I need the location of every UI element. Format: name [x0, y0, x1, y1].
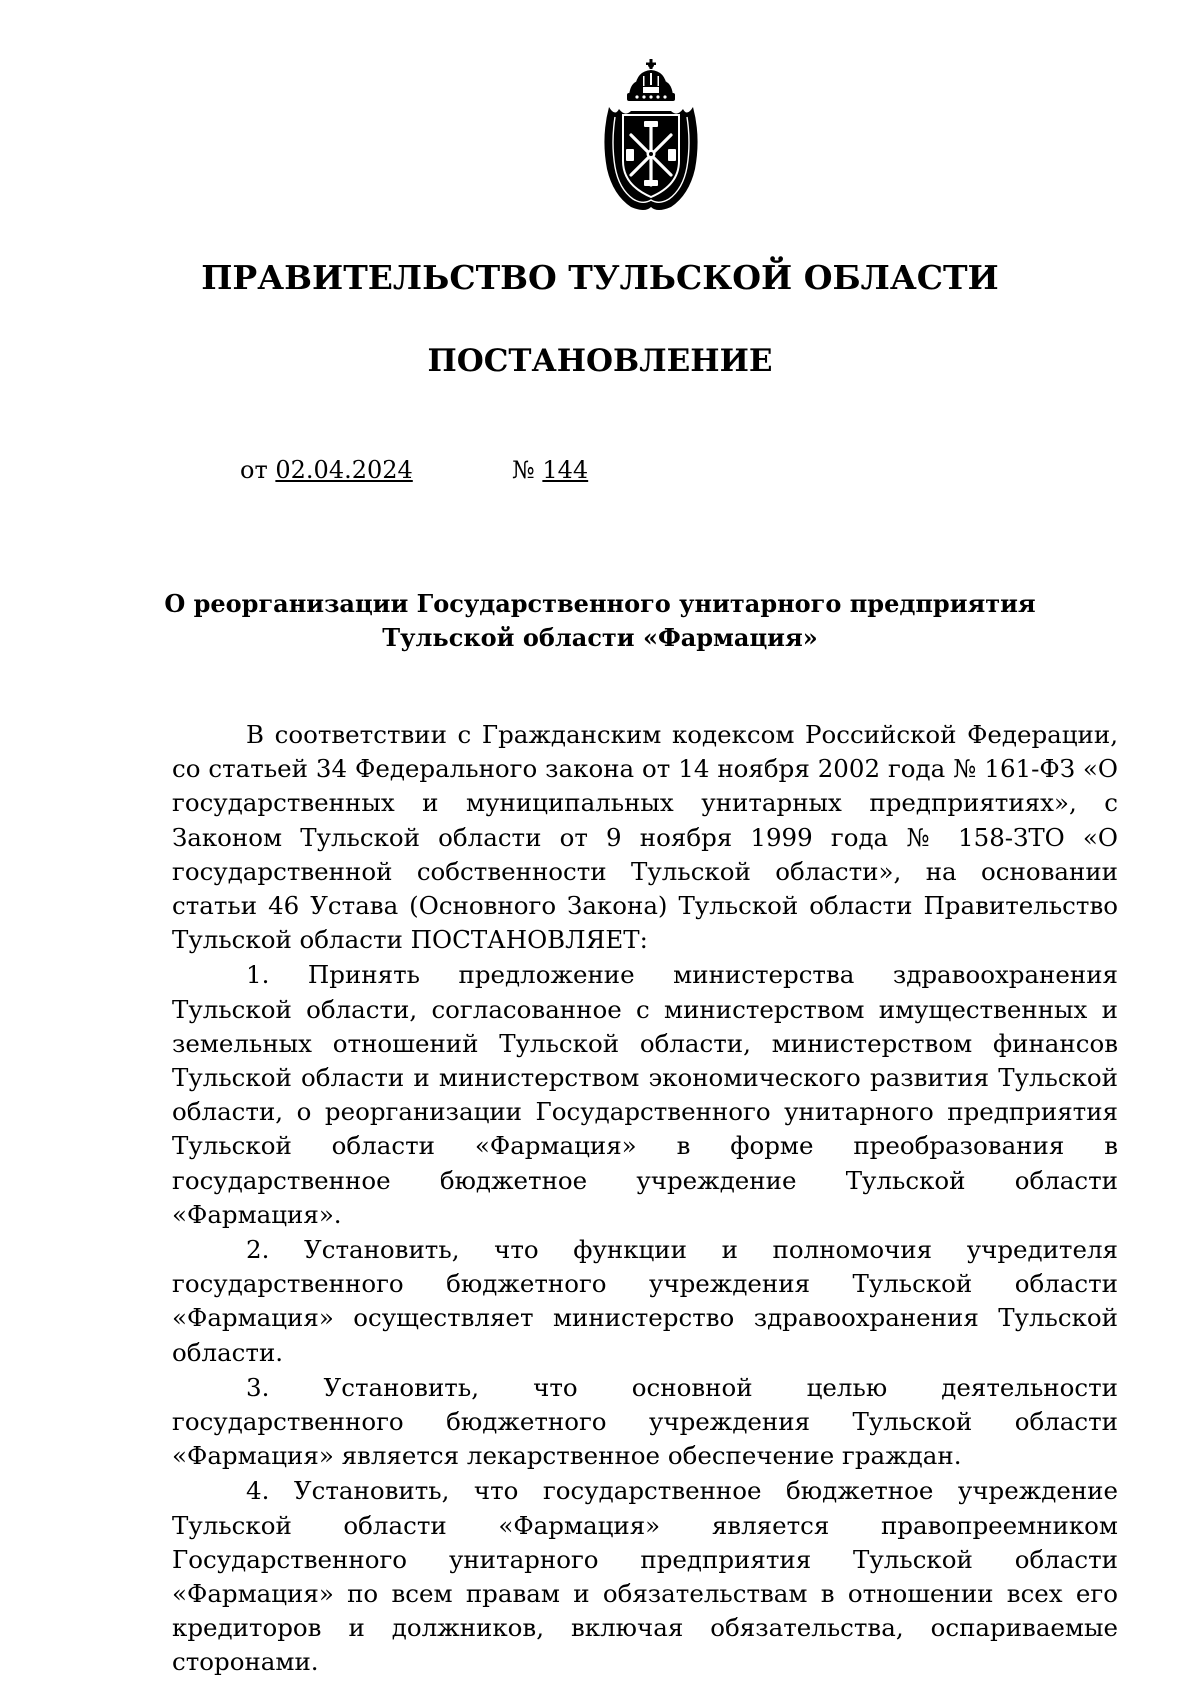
subject-line-2: Тульской области «Фармация»: [382, 623, 818, 652]
document-number: [512, 456, 588, 484]
date-prefix: от: [240, 456, 268, 484]
document-date: [240, 456, 413, 484]
clause-paragraph: 2. Установить, что функции и полномочия учредителя государственного бюджетного учреждения Тульской области «Фармация» осуществляет министерство здравоохранения Тульской области.: [172, 1235, 1118, 1367]
number-prefix: №: [512, 456, 535, 484]
clause-paragraph: 4. Установить, что государственное бюджетное учреждение Тульской области «Фармация» является правопреемником Государственного унитарного предприятия Тульской области «Фармация» по всем правам и обязательствам в отношении всех его кредиторов и должников, включая обязательства, оспариваемые сторонами.: [172, 1476, 1118, 1677]
document-body: [172, 718, 1118, 1681]
clause-paragraph: 1. Принять предложение министерства здравоохранения Тульской области, согласованное с министерством имущественных и земельных отношений Тульской области, министерством финансов Тульской области и министерством экономического развития Тульской области, о реорганизации Государственного унитарного предприятия Тульской области «Фармация» в форме преобразования в государственное бюджетное учреждение Тульской области «Фармация».: [172, 960, 1118, 1229]
date-value: 02.04.2024: [275, 456, 413, 484]
coat-of-arms-icon: [597, 57, 705, 215]
number-value: 144: [542, 456, 589, 484]
preamble-paragraph: В соответствии с Гражданским кодексом Российской Федерации, со статьей 34 Федерального закона от 14 ноября 2002 года № 161-ФЗ «О государственных и муниципальных унитарных предприятиях», с Законом Тульской области от 9 ноября 1999 года № 158-ЗТО «О государственной собственности Тульской области», на основании статьи 46 Устава (Основного Закона) Тульской области Правительство Тульской области ПОСТАНОВЛЯЕТ:: [172, 720, 1118, 955]
document-subject: [0, 587, 1200, 655]
subject-line-1: О реорганизации Государственного унитарного предприятия: [164, 589, 1036, 618]
document-type: ПОСТАНОВЛЕНИЕ: [427, 343, 773, 379]
clause-paragraph: 3. Установить, что основной целью деятельности государственного бюджетного учреждения Тульской области «Фармация» является лекарственное обеспечение граждан.: [172, 1372, 1118, 1471]
organization-title: ПРАВИТЕЛЬСТВО ТУЛЬСКОЙ ОБЛАСТИ: [201, 258, 999, 297]
